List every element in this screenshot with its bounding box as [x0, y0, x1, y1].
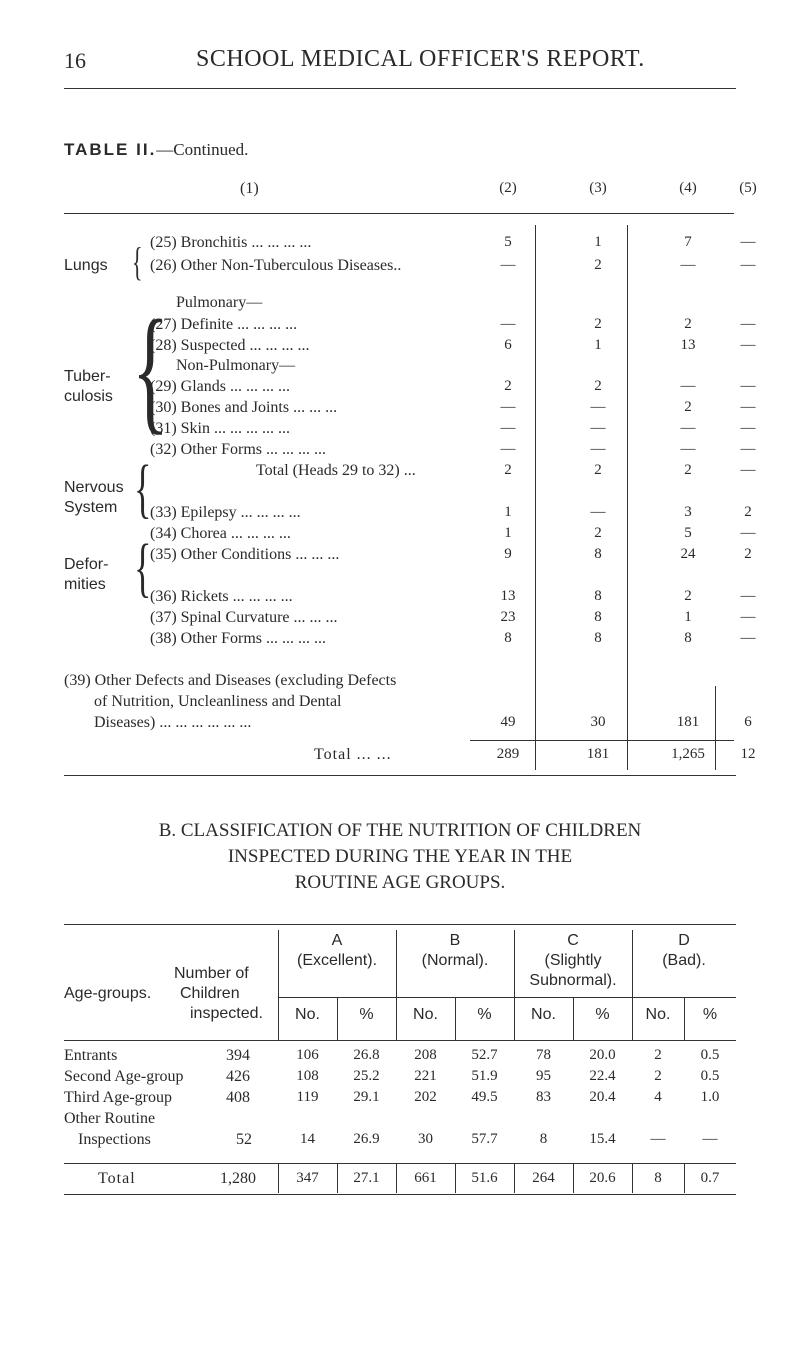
cell-d-pct: — — [702, 1131, 718, 1147]
cell-a-pct: 26.8 — [353, 1047, 380, 1063]
table-ii-sep-1 — [535, 225, 536, 770]
group-nervous-2: System — [64, 499, 118, 516]
table-title-continued: —Continued. — [156, 140, 249, 159]
cell-39-c2: 49 — [500, 714, 516, 730]
total-name: Total — [98, 1170, 136, 1187]
cell-a-no: 119 — [296, 1089, 319, 1105]
cell-26-c3: 2 — [594, 257, 602, 273]
cell-26-c4: — — [680, 257, 696, 273]
head-number-of: Number of — [174, 965, 249, 982]
row-label-29: (29) Glands ... ... ... ... — [150, 378, 290, 395]
table-title — [64, 140, 248, 160]
cell-28-c4: 13 — [680, 337, 696, 353]
row-name: Second Age-group — [64, 1068, 184, 1085]
b-total-sep-6 — [573, 1163, 574, 1193]
b-total-sep-1 — [278, 1163, 279, 1193]
cell-d-no: 2 — [654, 1068, 662, 1084]
row-label-35: (35) Other Conditions ... ... ... — [150, 546, 340, 563]
total-c4: 1,265 — [671, 746, 705, 762]
row-label-tb-total: Total (Heads 29 to 32) ... — [256, 462, 416, 479]
head-inspected: inspected. — [190, 1005, 263, 1022]
b-total-sep-8 — [684, 1163, 685, 1193]
head-b-pct: % — [477, 1006, 492, 1023]
cell-28-c2: 6 — [504, 337, 512, 353]
cell-29-c3: 2 — [594, 378, 602, 394]
total-c-no: 264 — [532, 1170, 555, 1186]
cell-38-c5: — — [740, 630, 756, 646]
cell-34-c2: 1 — [504, 525, 512, 541]
cell-34-c4: 5 — [684, 525, 692, 541]
cell-37-c2: 23 — [500, 609, 516, 625]
row-label-39-line1: (39) Other Defects and Diseases (excluding Defects — [64, 672, 397, 689]
total-label: Total ... ... — [314, 746, 392, 763]
nutrition-top-rule — [64, 924, 736, 925]
cell-26-c5: — — [740, 257, 756, 273]
group-deformities-2: mities — [64, 576, 106, 593]
head-c-pct: % — [595, 1006, 610, 1023]
row-label-37: (37) Spinal Curvature ... ... ... — [150, 609, 338, 626]
row-label-38: (38) Other Forms ... ... ... ... — [150, 630, 326, 647]
cell-c-no: 78 — [536, 1047, 551, 1063]
cell-35-c4: 24 — [680, 546, 696, 562]
b-sep-c-inner — [573, 997, 574, 1040]
row-label-26: (26) Other Non-Tuberculous Diseases.. — [150, 257, 402, 274]
cell-31-c5: — — [740, 420, 756, 436]
cell-31-c3: — — [590, 420, 606, 436]
section-b-title-1: B. CLASSIFICATION OF THE NUTRITION OF CHILDREN — [158, 820, 642, 841]
cell-37-c5: — — [740, 609, 756, 625]
cell-32-c2: — — [500, 441, 516, 457]
cell-tbtotal-c3: 2 — [594, 462, 602, 478]
total-b-no: 661 — [414, 1170, 437, 1186]
head-b-letter: B — [449, 932, 461, 949]
head-c-no: No. — [531, 1006, 556, 1023]
total-a-pct: 27.1 — [353, 1170, 380, 1186]
b-sep-c — [514, 930, 515, 1040]
cell-31-c2: — — [500, 420, 516, 436]
row-name: Entrants — [64, 1047, 118, 1064]
cell-25-c3: 1 — [594, 234, 602, 250]
head-age-groups: Age-groups. — [64, 985, 152, 1002]
nutrition-total-top-rule — [64, 1163, 736, 1164]
cell-a-no: 108 — [296, 1068, 319, 1084]
row-name: Inspections — [78, 1131, 151, 1148]
head-d-pct: % — [702, 1006, 718, 1023]
row-label-34: (34) Chorea ... ... ... ... — [150, 525, 291, 542]
brace-deformities: { — [134, 531, 152, 604]
cell-tbtotal-c4: 2 — [684, 462, 692, 478]
cell-38-c2: 8 — [504, 630, 512, 646]
cell-38-c3: 8 — [594, 630, 602, 646]
header-rule — [64, 88, 736, 89]
cell-b-no: 208 — [414, 1047, 437, 1063]
cell-39-c5: 6 — [744, 714, 752, 730]
cell-27-c2: — — [500, 316, 516, 332]
cell-36-c4: 2 — [684, 588, 692, 604]
row-non-pulmonary-subhead: Non-Pulmonary— — [176, 357, 296, 374]
cell-33-c3: — — [590, 504, 606, 520]
brace-lungs: { — [132, 239, 143, 284]
row-label-25: (25) Bronchitis ... ... ... ... — [150, 234, 312, 251]
row-label-32: (32) Other Forms ... ... ... ... — [150, 441, 326, 458]
row-name: Third Age-group — [64, 1089, 172, 1106]
total-c5: 12 — [740, 746, 756, 762]
b-sep-b-inner — [455, 997, 456, 1040]
total-a-no: 347 — [296, 1170, 319, 1186]
cell-33-c2: 1 — [504, 504, 512, 520]
head-a-pct: % — [359, 1006, 374, 1023]
head-c-name-2: Subnormal). — [529, 972, 617, 989]
page-number: 16 — [64, 48, 86, 73]
cell-b-pct: 51.9 — [471, 1068, 498, 1084]
b-sep-d-inner — [684, 997, 685, 1040]
section-b-title-3: ROUTINE AGE GROUPS. — [294, 872, 506, 893]
row-count: 408 — [226, 1089, 250, 1106]
b-total-sep-2 — [337, 1163, 338, 1193]
cell-25-c2: 5 — [504, 234, 512, 250]
cell-35-c2: 9 — [504, 546, 512, 562]
cell-29-c4: — — [680, 378, 696, 394]
cell-25-c5: — — [740, 234, 756, 250]
cell-30-c5: — — [740, 399, 756, 415]
cell-c-pct: 20.0 — [589, 1047, 616, 1063]
total-c2: 289 — [496, 746, 520, 762]
row-count: 426 — [226, 1068, 250, 1085]
col-number-5: (5) — [739, 180, 757, 196]
col-number-3: (3) — [589, 180, 607, 196]
cell-b-no: 202 — [414, 1089, 437, 1105]
cell-39-c3: 30 — [590, 714, 606, 730]
b-total-sep-3 — [396, 1163, 397, 1193]
table-ii-sep-2 — [627, 225, 628, 770]
row-count: 52 — [236, 1131, 252, 1148]
table-top-rule — [64, 213, 734, 214]
cell-33-c4: 3 — [684, 504, 692, 520]
cell-25-c4: 7 — [684, 234, 692, 250]
head-a-no: No. — [295, 1006, 320, 1023]
cell-35-c3: 8 — [594, 546, 602, 562]
cell-d-pct: 0.5 — [700, 1047, 720, 1063]
row-name-line1: Other Routine — [64, 1110, 156, 1127]
cell-c-no: 95 — [536, 1068, 551, 1084]
cell-d-no: 4 — [654, 1089, 662, 1105]
cell-38-c4: 8 — [684, 630, 692, 646]
cell-28-c5: — — [740, 337, 756, 353]
running-title: SCHOOL MEDICAL OFFICER'S REPORT. — [196, 46, 645, 72]
head-children: Children — [180, 985, 240, 1002]
brace-nervous: { — [134, 452, 152, 525]
cell-30-c2: — — [500, 399, 516, 415]
row-label-39-line3: Diseases) ... ... ... ... ... ... — [94, 714, 252, 731]
b-total-sep-5 — [514, 1163, 515, 1193]
head-a-name: (Excellent). — [296, 952, 378, 969]
cell-34-c5: — — [740, 525, 756, 541]
cell-b-no: 30 — [418, 1131, 433, 1147]
cell-32-c5: — — [740, 441, 756, 457]
group-lungs: Lungs — [64, 257, 108, 274]
cell-a-pct: 25.2 — [353, 1068, 380, 1084]
cell-34-c3: 2 — [594, 525, 602, 541]
b-sep-d — [632, 930, 633, 1040]
total-c3: 181 — [586, 746, 610, 762]
head-a-letter: A — [331, 932, 343, 949]
cell-c-no: 83 — [536, 1089, 551, 1105]
group-tuberculosis-1: Tuber- — [64, 368, 111, 385]
head-d-no: No. — [645, 1006, 671, 1023]
cell-28-c3: 1 — [594, 337, 602, 353]
subhead-rule — [278, 997, 736, 998]
row-label-27: (27) Definite ... ... ... ... — [150, 316, 298, 333]
cell-36-c2: 13 — [500, 588, 516, 604]
total-d-pct: 0.7 — [700, 1170, 720, 1186]
cell-27-c5: — — [740, 316, 756, 332]
cell-b-pct: 49.5 — [471, 1089, 498, 1105]
cell-35-c5: 2 — [744, 546, 752, 562]
head-d-name: (Bad). — [662, 952, 706, 969]
cell-d-no: 2 — [654, 1047, 662, 1063]
row-label-36: (36) Rickets ... ... ... ... — [150, 588, 293, 605]
cell-d-pct: 1.0 — [700, 1089, 720, 1105]
cell-37-c3: 8 — [594, 609, 602, 625]
head-bottom-rule — [64, 1040, 736, 1041]
cell-c-pct: 22.4 — [589, 1068, 616, 1084]
cell-b-pct: 52.7 — [471, 1047, 498, 1063]
cell-30-c3: — — [590, 399, 606, 415]
cell-b-pct: 57.7 — [471, 1131, 498, 1147]
cell-b-no: 221 — [414, 1068, 437, 1084]
row-label-39-line2: of Nutrition, Uncleanliness and Dental — [94, 693, 342, 710]
row-label-31: (31) Skin ... ... ... ... ... — [150, 420, 290, 437]
total-count: 1,280 — [220, 1170, 256, 1187]
cell-a-no: 14 — [300, 1131, 315, 1147]
total-c-pct: 20.6 — [589, 1170, 616, 1186]
b-sep-b — [396, 930, 397, 1040]
cell-tbtotal-c5: — — [740, 462, 756, 478]
group-deformities-1: Defor- — [64, 556, 109, 573]
cell-32-c3: — — [590, 441, 606, 457]
cell-tbtotal-c2: 2 — [504, 462, 512, 478]
b-total-sep-4 — [455, 1163, 456, 1193]
nutrition-bottom-rule — [64, 1194, 736, 1195]
row-label-28: (28) Suspected ... ... ... ... — [150, 337, 310, 354]
total-top-rule — [470, 740, 734, 741]
b-sep-a — [278, 930, 279, 1040]
cell-32-c4: — — [680, 441, 696, 457]
row-count: 394 — [226, 1047, 250, 1064]
cell-39-c4: 181 — [676, 714, 700, 730]
head-d-letter: D — [678, 932, 690, 949]
head-b-no: No. — [413, 1006, 438, 1023]
b-total-sep-7 — [632, 1163, 633, 1193]
cell-27-c3: 2 — [594, 316, 602, 332]
cell-26-c2: — — [500, 257, 516, 273]
group-tuberculosis-2: culosis — [64, 388, 113, 405]
cell-a-pct: 29.1 — [353, 1089, 380, 1105]
section-b-title-2: INSPECTED DURING THE YEAR IN THE — [227, 846, 573, 867]
group-nervous-1: Nervous — [64, 479, 124, 496]
cell-36-c3: 8 — [594, 588, 602, 604]
cell-27-c4: 2 — [684, 316, 692, 332]
col-number-1: (1) — [240, 180, 259, 197]
cell-31-c4: — — [680, 420, 696, 436]
cell-c-pct: 20.4 — [589, 1089, 616, 1105]
cell-30-c4: 2 — [684, 399, 692, 415]
row-pulmonary-subhead: Pulmonary— — [176, 294, 263, 311]
cell-33-c5: 2 — [744, 504, 752, 520]
cell-a-no: 106 — [296, 1047, 319, 1063]
cell-d-no: — — [650, 1131, 666, 1147]
cell-a-pct: 26.9 — [353, 1131, 380, 1147]
head-b-name: (Normal). — [421, 952, 489, 969]
b-sep-a-inner — [337, 997, 338, 1040]
cell-36-c5: — — [740, 588, 756, 604]
brace-tuberculosis: { — [132, 292, 169, 447]
cell-d-pct: 0.5 — [700, 1068, 720, 1084]
row-label-33: (33) Epilepsy ... ... ... ... — [150, 504, 301, 521]
table-title-label: TABLE II. — [64, 140, 157, 159]
cell-c-no: 8 — [539, 1131, 548, 1147]
row-label-30: (30) Bones and Joints ... ... ... — [150, 399, 338, 416]
head-c-name-1: (Slightly — [544, 952, 602, 969]
total-d-no: 8 — [654, 1170, 662, 1186]
table-ii-bottom-rule — [64, 775, 736, 776]
col-number-4: (4) — [679, 180, 697, 196]
cell-29-c2: 2 — [504, 378, 512, 394]
cell-37-c4: 1 — [684, 609, 692, 625]
cell-c-pct: 15.4 — [589, 1131, 616, 1147]
total-b-pct: 51.6 — [471, 1170, 498, 1186]
head-c-letter: C — [567, 932, 579, 949]
col-number-2: (2) — [499, 180, 517, 196]
cell-29-c5: — — [740, 378, 756, 394]
